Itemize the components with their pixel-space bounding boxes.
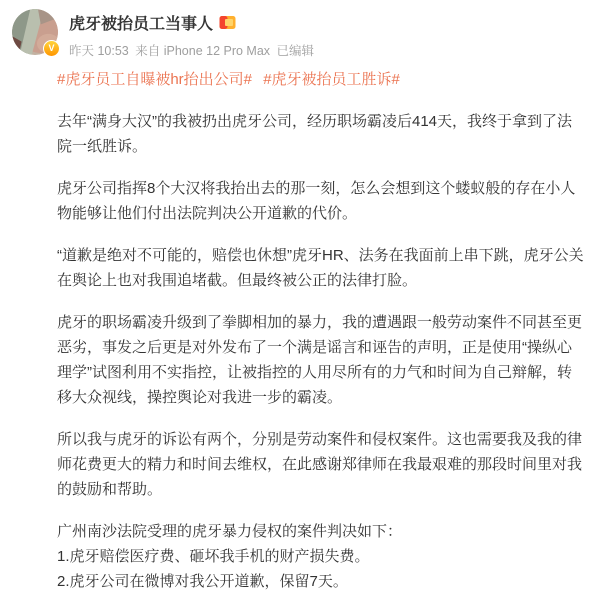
author-row <box>69 11 317 34</box>
post-time: 昨天 10:53 <box>69 44 129 58</box>
verdict-intro: 广州南沙法院受理的虎牙暴力侵权的案件判决如下： <box>57 523 403 540</box>
paragraph-3: “道歉是绝对不可能的，赔偿也休想”虎牙HR、法务在我面前上串下跳，虎牙公关在舆论上也对我围追堵截。但最终被公正的法律打脸。 <box>57 247 584 289</box>
paragraph-4: 虎牙的职场霸凌升级到了拳脚相加的暴力，我的遭遇跟一般劳动案件不同甚至更恶劣，事发之后更是对外发布了一个满是谣言和诬告的声明，正是使用“操纵心理学”试图利用不实指控，让被指控的人用尽所有的力气和时间为自己辩解，转移大众视线，操控舆论对我进一步的霸凌。 <box>57 314 583 406</box>
hashtag-link-2[interactable]: #虎牙被抬员工胜诉# <box>263 71 400 88</box>
post-content <box>0 59 600 594</box>
post-meta <box>69 41 317 59</box>
paragraph-1: 去年“满身大汉”的我被扔出虎牙公司，经历职场霸凌后414天，我终于拿到了法院一纸胜诉。 <box>57 113 573 155</box>
avatar[interactable] <box>12 9 58 55</box>
verified-v-badge-icon: V <box>43 40 60 57</box>
post-source[interactable]: 来自 iPhone 12 Pro Max <box>135 44 271 58</box>
header-text <box>69 9 317 59</box>
verdict-block <box>57 519 584 594</box>
hashtags-row <box>57 67 584 92</box>
paragraph-5: 所以我与虎牙的诉讼有两个，分别是劳动案件和侵权案件。这也需要我及我的律师花费更大的精力和时间去维权，在此感谢郑律师在我最艰难的那段时间里对我的鼓励和帮助。 <box>57 431 583 498</box>
verdict-item-1: 1.虎牙赔偿医疗费、砸坏我手机的财产损失费。 <box>57 548 370 565</box>
membership-badge-icon <box>219 15 236 30</box>
paragraph-2: 虎牙公司指挥8个大汉将我抬出去的那一刻，怎么会想到这个蝼蚁般的存在小人物能够让他们付出法院判决公开道歉的代价。 <box>57 180 576 222</box>
author-name[interactable]: 虎牙被抬员工当事人 <box>69 16 214 33</box>
post-header <box>0 0 600 59</box>
hashtag-link-1[interactable]: #虎牙员工自曝被hr抬出公司# <box>57 71 253 88</box>
post-edited-flag: 已编辑 <box>276 44 315 58</box>
verdict-item-2: 2.虎牙公司在微博对我公开道歉，保留7天。 <box>57 573 348 590</box>
